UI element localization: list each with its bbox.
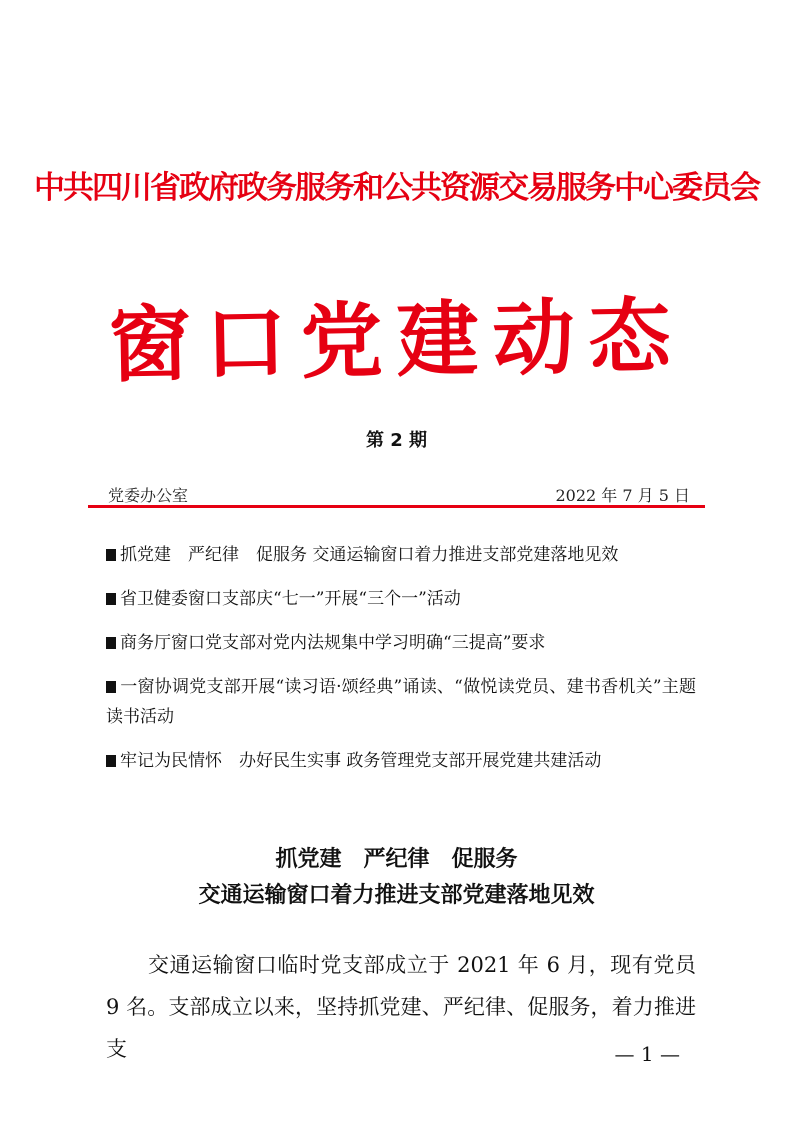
issue-date: 2022 年 7 月 5 日 — [555, 486, 690, 505]
toc-item — [106, 746, 696, 776]
article-title-line1: 抓党建 严纪律 促服务 — [275, 847, 518, 872]
red-divider-line — [88, 505, 705, 508]
toc-item-text: 牢记为民情怀 办好民生实事 政务管理党支部开展党建共建活动 — [120, 751, 602, 771]
square-bullet-icon — [106, 549, 116, 561]
square-bullet-icon — [106, 681, 116, 693]
article-body: 交通运输窗口临时党支部成立于 2021 年 6 月，现有党员 9 名。支部成立以来，坚持抓党建、严纪律、促服务，着力推进支 — [106, 953, 696, 1061]
toc-item — [106, 628, 696, 658]
toc-item-text: 省卫健委窗口支部庆“七一”开展“三个一”活动 — [120, 589, 461, 609]
organization-name: 中共四川省政府政务服务和公共资源交易服务中心委员会 — [34, 170, 759, 206]
toc-item-text: 一窗协调党支部开展“读习语·颂经典”诵读、“做悦读党员、建书香机关”主题读书活动 — [106, 677, 696, 727]
square-bullet-icon — [106, 593, 116, 605]
issue-number: 第 2 期 — [365, 430, 428, 451]
toc-item — [106, 584, 696, 614]
masthead-title: 窗口党建动态 — [107, 287, 686, 395]
toc-item — [106, 672, 696, 732]
toc-item — [106, 540, 696, 570]
square-bullet-icon — [106, 755, 116, 767]
article-title-line2: 交通运输窗口着力推进支部党建落地见效 — [198, 883, 595, 908]
square-bullet-icon — [106, 637, 116, 649]
issuing-department: 党委办公室 — [108, 486, 189, 505]
toc-item-text: 商务厅窗口党支部对党内法规集中学习明确“三提高”要求 — [120, 633, 546, 653]
toc-item-text: 抓党建 严纪律 促服务 交通运输窗口着力推进支部党建落地见效 — [120, 545, 619, 565]
table-of-contents — [106, 540, 696, 790]
page-number: — 1 — — [614, 1042, 680, 1066]
article-title — [0, 842, 793, 914]
